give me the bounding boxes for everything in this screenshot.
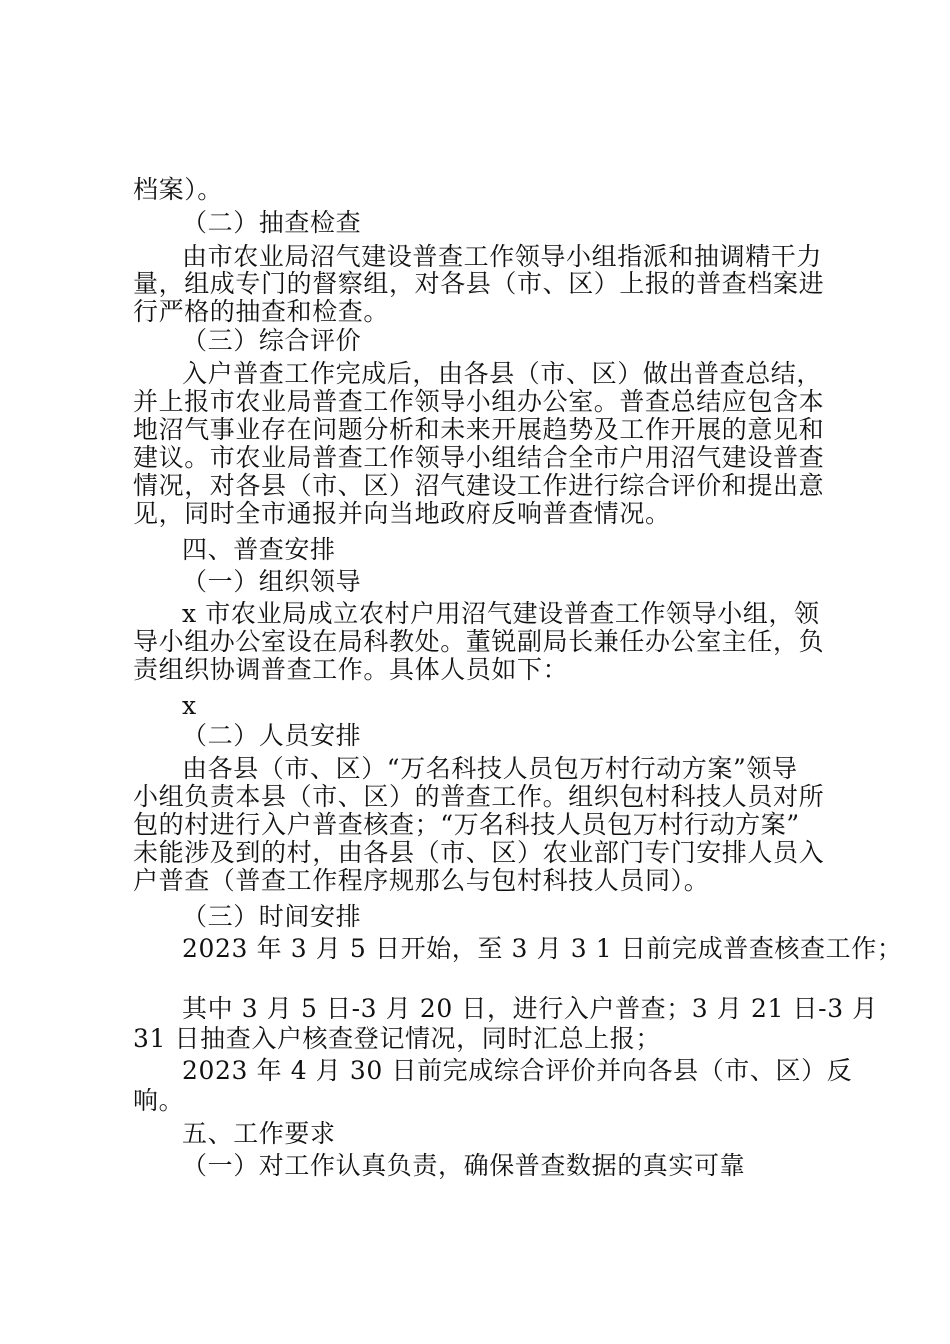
- section-heading: 五、工作要求: [182, 1119, 336, 1148]
- section-heading: 四、普查安排: [182, 535, 336, 564]
- section-heading: （一）组织领导: [182, 567, 362, 596]
- section-heading: （二）人员安排: [182, 721, 362, 750]
- text-line: 导小组办公室设在局科教处。董锐副局长兼任办公室主任，负: [133, 627, 825, 656]
- text-line: 31 日抽查入户核查登记情况，同时汇总上报；: [133, 1024, 661, 1053]
- section-heading: （二）抽查检查: [182, 208, 362, 237]
- text-line: x: [182, 691, 197, 720]
- text-line: 建议。市农业局普查工作领导小组结合全市户用沼气建设普查: [133, 443, 825, 472]
- text-line: x 市农业局成立农村户用沼气建设普查工作领导小组，领: [182, 599, 820, 628]
- text-line: 入户普查工作完成后，由各县（市、区）做出普查总结，: [182, 359, 823, 388]
- text-line: 小组负责本县（市、区）的普查工作。组织包村科技人员对所: [133, 782, 825, 811]
- text-line: 响。: [133, 1086, 185, 1115]
- text-line: 地沼气事业存在问题分析和未来开展趋势及工作开展的意见和: [133, 415, 825, 444]
- section-heading: （一）对工作认真负责，确保普查数据的真实可靠: [182, 1151, 746, 1180]
- text-line: 2023 年 3 月 5 日开始，至 3 月 3 1 日前完成普查核查工作；: [182, 934, 903, 963]
- text-line: 2023 年 4 月 30 日前完成综合评价并向各县（市、区）反: [182, 1056, 853, 1085]
- text-line: 由市农业局沼气建设普查工作领导小组指派和抽调精干力: [182, 242, 823, 271]
- section-heading: （三）时间安排: [182, 902, 362, 931]
- text-line: 由各县（市、区）“万名科技人员包万村行动方案”领导: [182, 754, 798, 783]
- section-heading: （三）综合评价: [182, 326, 362, 355]
- text-line: 户普查（普查工作程序规那么与包村科技人员同）。: [133, 866, 710, 895]
- text-line: 见，同时全市通报并向当地政府反响普查情况。: [133, 499, 671, 528]
- text-line: 责组织协调普查工作。具体人员如下：: [133, 655, 569, 684]
- text-line: 并上报市农业局普查工作领导小组办公室。普查总结应包含本: [133, 387, 825, 416]
- text-line: 档案）。: [133, 175, 223, 204]
- text-line: 行严格的抽查和检查。: [133, 297, 390, 326]
- text-line: 未能涉及到的村，由各县（市、区）农业部门专门安排人员入: [133, 838, 825, 867]
- text-line: 量，组成专门的督察组，对各县（市、区）上报的普查档案进: [133, 269, 825, 298]
- text-line: 其中 3 月 5 日-3 月 20 日，进行入户普查；3 月 21 日-3 月: [182, 994, 878, 1023]
- text-line: 情况，对各县（市、区）沼气建设工作进行综合评价和提出意: [133, 471, 825, 500]
- text-line: 包的村进行入户普查核查；“万名科技人员包万村行动方案”: [133, 810, 800, 839]
